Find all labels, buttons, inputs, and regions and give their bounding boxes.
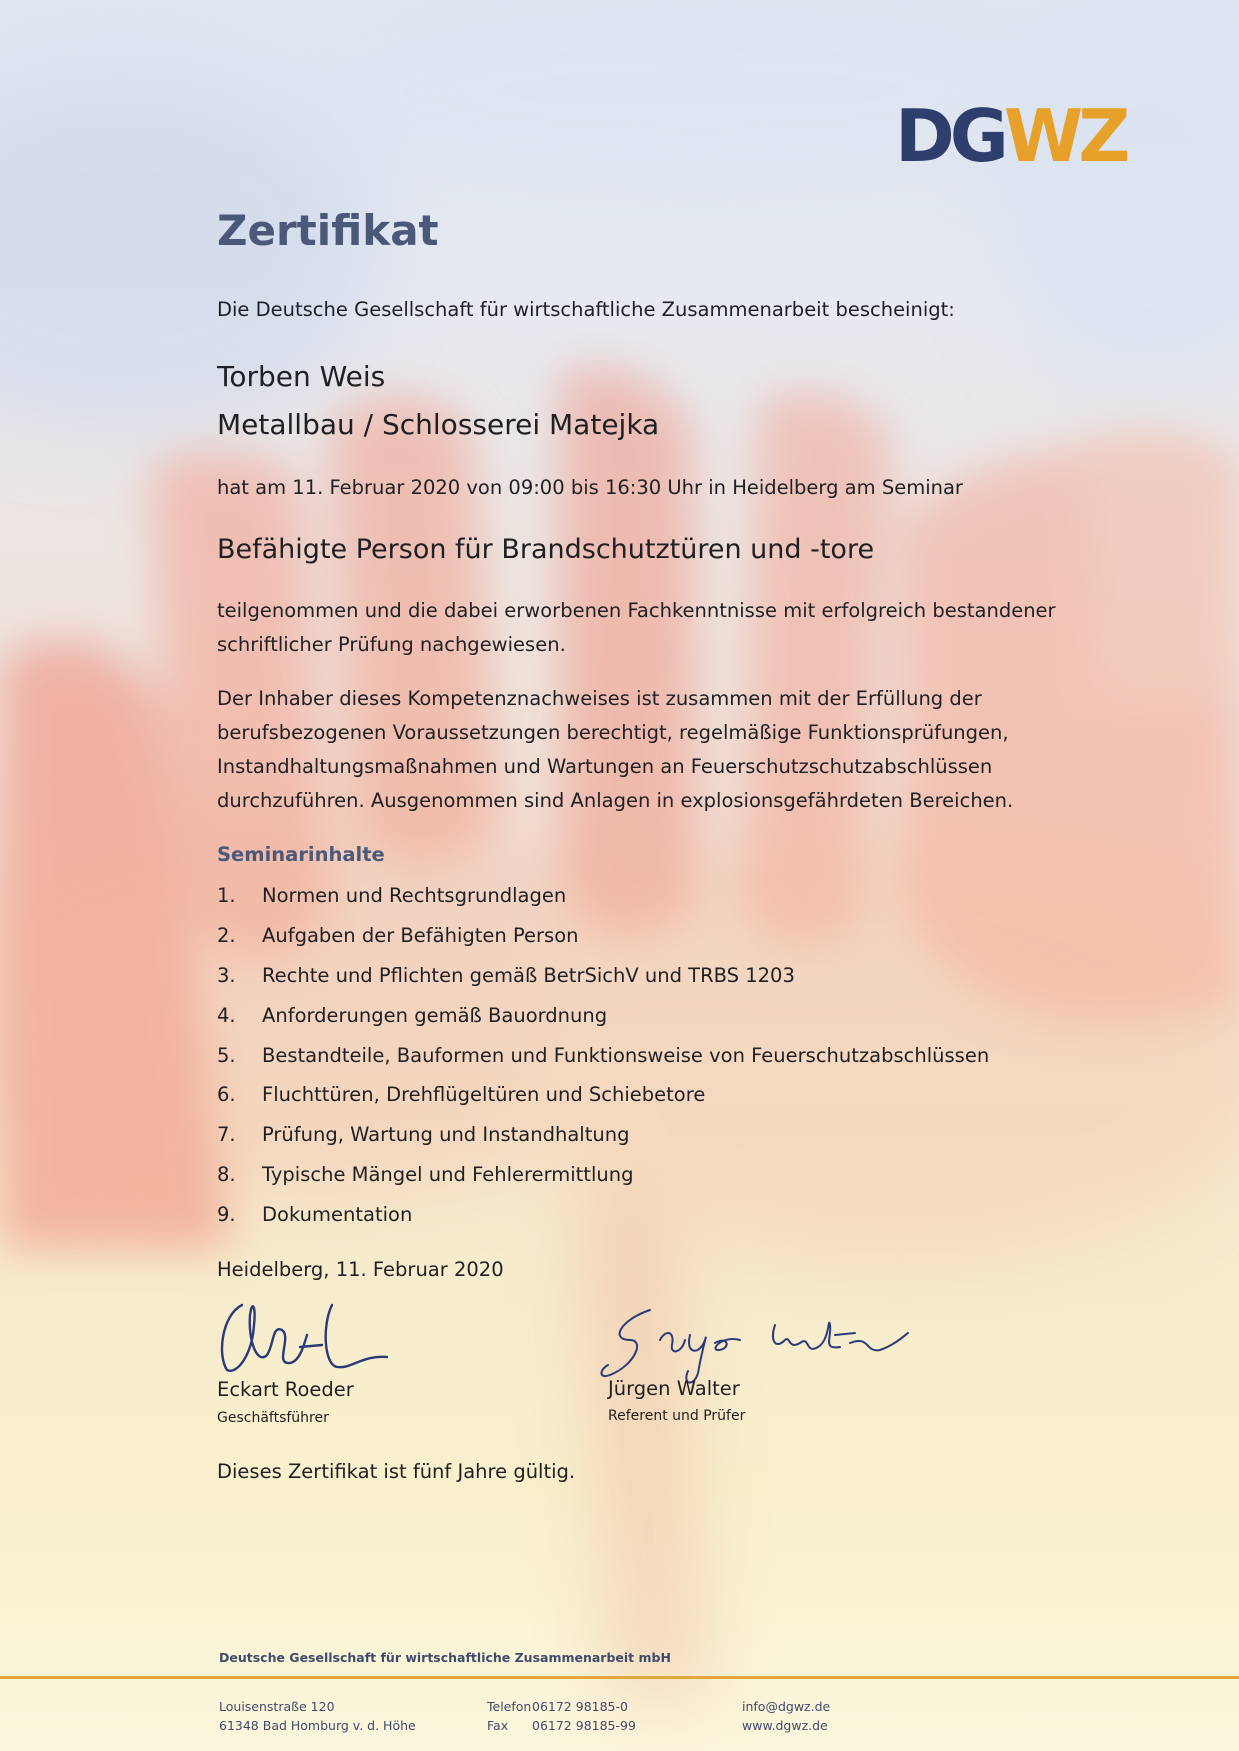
place-and-date: Heidelberg, 11. Februar 2020: [217, 1258, 504, 1281]
list-item-text: Normen und Rechtsgrundlagen: [262, 884, 567, 907]
list-item: [217, 916, 1117, 956]
authorization-line-1: Der Inhaber dieses Kompetenznachweises ist zusammen mit der Erfüllung der: [217, 687, 982, 710]
footer-divider: [0, 1676, 1239, 1679]
list-item: [217, 1195, 1117, 1235]
signatory-2-role: Referent und Prüfer: [608, 1408, 746, 1424]
list-item-number: 2.: [217, 923, 236, 947]
list-item-number: 1.: [217, 884, 236, 907]
footer-contact: [742, 1697, 830, 1735]
footer-website-link[interactable]: www.dgwz.de: [742, 1718, 828, 1733]
list-item: [217, 876, 1117, 916]
authorization-line-3: Instandhaltungsmaßnahmen und Wartungen an Feuerschutzschutzabschlüssen: [217, 755, 993, 778]
list-item-number: 7.: [217, 1123, 236, 1147]
list-item-number: 8.: [217, 1163, 236, 1187]
signatory-1-role: Geschäftsführer: [217, 1410, 329, 1426]
list-item-number: 3.: [217, 963, 236, 987]
list-item-text: Dokumentation: [262, 1203, 413, 1227]
list-item: [217, 1155, 1117, 1195]
list-item-number: 4.: [217, 1003, 236, 1027]
list-item-number: 9.: [217, 1203, 236, 1227]
signature-roeder-image: [212, 1285, 412, 1385]
list-item: [217, 996, 1117, 1036]
signatory-1-name: Eckart Roeder: [217, 1378, 354, 1401]
certificate-title: Zertifikat: [217, 206, 439, 255]
footer-phone-fax: [487, 1697, 636, 1735]
list-item-text: Anforderungen gemäß Bauordnung: [262, 1003, 608, 1027]
list-item: [217, 1115, 1117, 1155]
list-item: [217, 1036, 1117, 1076]
signatory-2-name: Jürgen Walter: [608, 1377, 740, 1400]
footer-address: [219, 1697, 416, 1735]
footer-city: 61348 Bad Homburg v. d. Höhe: [219, 1718, 416, 1733]
logo-text-wz: WZ: [1003, 94, 1126, 178]
footer-phone: 06172 98185-0: [532, 1699, 628, 1714]
footer-phone-label: Telefon: [487, 1699, 532, 1714]
list-item-text: Prüfung, Wartung und Instandhaltung: [262, 1123, 630, 1147]
authorization-line-2: berufsbezogenen Voraussetzungen berechtigt, regelmäßige Funktionsprüfungen,: [217, 721, 1009, 744]
recipient-company: Metallbau / Schlosserei Matejka: [217, 408, 660, 441]
recipient-name: Torben Weis: [217, 360, 386, 393]
footer-fax: 06172 98185-99: [532, 1718, 636, 1733]
dgwz-logo: [895, 94, 1126, 178]
list-item-number: 6.: [217, 1083, 236, 1107]
seminar-contents-list: [217, 876, 1117, 1235]
list-item-text: Aufgaben der Befähigten Person: [262, 923, 579, 947]
footer-fax-label: Fax: [487, 1718, 509, 1733]
seminar-contents-heading: Seminarinhalte: [217, 843, 385, 866]
list-item-text: Rechte und Pflichten gemäß BetrSichV und TRBS 1203: [262, 963, 795, 987]
seminar-date-line: hat am 11. Februar 2020 von 09:00 bis 16:30 Uhr in Heidelberg am Seminar: [217, 476, 963, 499]
footer-street: Louisenstraße 120: [219, 1699, 335, 1714]
list-item: [217, 1075, 1117, 1115]
authorization-paragraph: [217, 682, 1177, 818]
course-title: Befähigte Person für Brandschutztüren und -tore: [217, 534, 875, 565]
completion-line-1: teilgenommen und die dabei erworbenen Fachkenntnisse mit erfolgreich bestandener: [217, 599, 1056, 622]
list-item-number: 5.: [217, 1043, 236, 1067]
validity-note: Dieses Zertifikat ist fünf Jahre gültig.: [217, 1460, 576, 1483]
completion-paragraph: [217, 594, 1177, 662]
list-item-text: Fluchttüren, Drehflügeltüren und Schiebetore: [262, 1083, 706, 1107]
completion-line-2: schriftlicher Prüfung nachgewiesen.: [217, 633, 566, 656]
footer-organization: Deutsche Gesellschaft für wirtschaftliche Zusammenarbeit mbH: [219, 1650, 671, 1665]
authorization-line-4: durchzuführen. Ausgenommen sind Anlagen in explosionsgefährdeten Bereichen.: [217, 789, 1014, 812]
signature-walter-image: [590, 1295, 910, 1390]
list-item-text: Bestandteile, Bauformen und Funktionsweise von Feuerschutzabschlüssen: [262, 1043, 990, 1067]
footer-email-link[interactable]: info@dgwz.de: [742, 1699, 831, 1714]
list-item: [217, 956, 1117, 996]
list-item-text: Typische Mängel und Fehlerermittlung: [262, 1163, 634, 1187]
logo-text-dg: DG: [895, 94, 1004, 178]
intro-text: Die Deutsche Gesellschaft für wirtschaftliche Zusammenarbeit bescheinigt:: [217, 298, 955, 321]
